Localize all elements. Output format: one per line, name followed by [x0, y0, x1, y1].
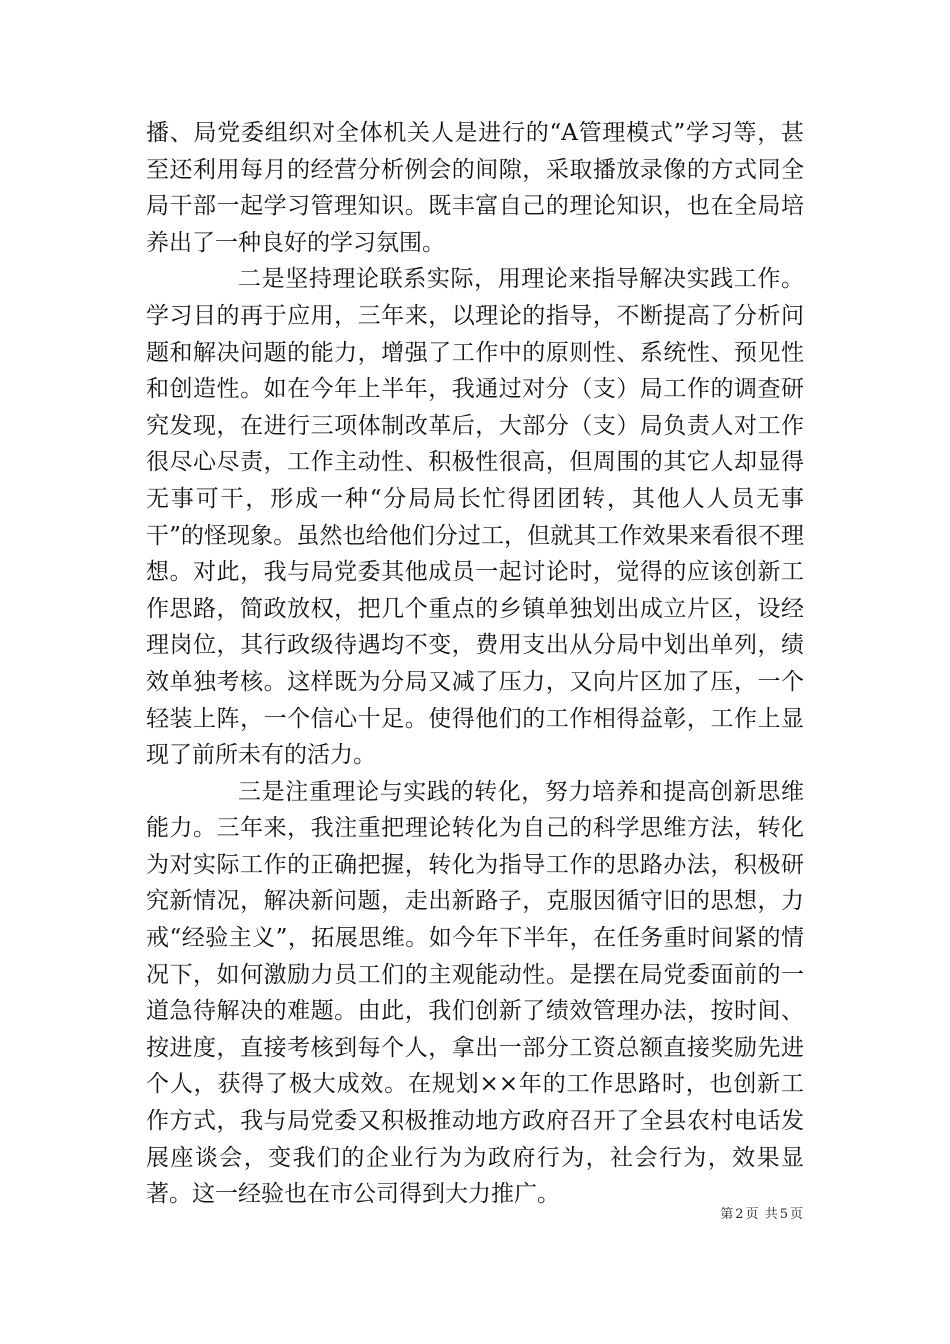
page-suffix: 页 — [745, 1207, 759, 1222]
paragraph-1: 播、局党委组织对全体机关人是进行的“A管理模式”学习等，甚至还利用每月的经营分析例会的间隙，采取播放录像的方式同全局干部一起学习管理知识。既丰富自己的理论知识，也在全局培养出了一种良好的学习氛围。 — [146, 120, 804, 256]
document-body — [146, 115, 804, 1213]
page-prefix: 第 — [720, 1207, 734, 1222]
paragraph-3: 三是注重理论与实践的转化，努力培养和提高创新思维能力。三年来，我注重把理论转化为自己的科学思维方法，转化为对实际工作的正确把握，转化为指导工作的思路办法，积极研究新情况，解决新问题，走出新路子，克服因循守旧的思想，力戒“经验主义”，拓展思维。如今年下半年，在任务重时间紧的情况下，如何激励力员工们的主观能动性。是摆在局党委面前的一道急待解决的难题。由此，我们创新了绩效管理办法，按时间、按进度，直接考核到每个人，拿出一部分工资总额直接奖励先进个人，获得了极大成效。在规划××年的工作思路时，也创新工作方式，我与局党委又积极推动地方政府召开了全县农村电话发展座谈会，变我们的企业行为为政府行为，社会行为，效果显著。这一经验也在市公司得到大力推广。 — [146, 778, 804, 1208]
paragraph-2: 二是坚持理论联系实际，用理论来指导解决实践工作。学习目的再于应用，三年来，以理论的指导，不断提高了分析问题和解决问题的能力，增强了工作中的原则性、系统性、预见性和创造性。如在今年上半年，我通过对分（支）局工作的调查研究发现，在进行三项体制改革后，大部分（支）局负责人对工作很尽心尽责，工作主动性、积极性很高，但周围的其它人却显得无事可干，形成一种“分局局长忙得团团转，其他人人员无事干”的怪现象。虽然也给他们分过工，但就其工作效果来看很不理想。对此，我与局党委其他成员一起讨论时，觉得的应该创新工作思路，简政放权，把几个重点的乡镇单独划出成立片区，设经理岗位，其行政级待遇均不变，费用支出从分局中划出单列，绩效单独考核。这样既为分局又减了压力，又向片区加了压，一个轻装上阵，一个信心十足。使得他们的工作相得益彰，工作上显现了前所未有的活力。 — [146, 266, 804, 769]
current-page-number: 2 — [735, 1207, 744, 1222]
total-page-number: 5 — [779, 1207, 788, 1222]
total-suffix: 页 — [789, 1207, 803, 1222]
page-footer — [719, 1203, 804, 1222]
total-prefix: 共 — [764, 1207, 778, 1222]
